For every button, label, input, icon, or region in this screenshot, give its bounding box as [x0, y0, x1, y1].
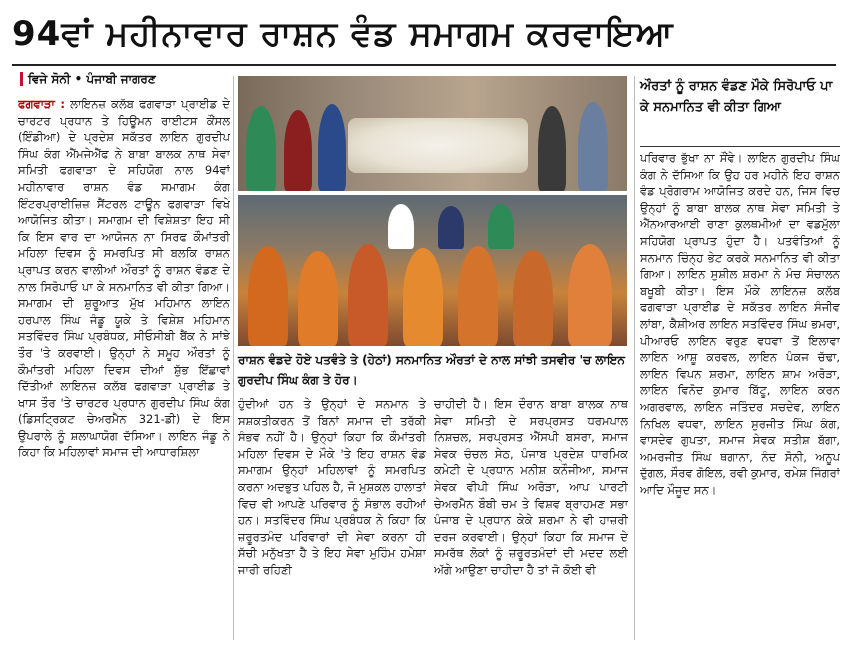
person-figure — [568, 244, 612, 346]
photo-caption: ਰਾਸ਼ਨ ਵੰਡਦੇ ਹੋਏ ਪਤਵੰਤੇ ਤੇ (ਹੇਠਾਂ) ਸਨਮਾਨਿਤ ਔਰਤਾਂ ਦੇ ਨਾਲ ਸਾਂਝੀ ਤਸਵੀਰ 'ਚ ਲਾਇਨ ਗੁਰਦੀਪ ਸਿੰਘ ਕੰਗ ਤੇ ਹੋਰ। — [238, 353, 625, 387]
ration-sacks — [348, 118, 528, 173]
article-column-4 — [640, 150, 840, 640]
column-divider — [233, 76, 234, 640]
column-4-text: ਪਰਿਵਾਰ ਭੁੱਖਾ ਨਾ ਸੌਂਵੇ। ਲਾਇਨ ਗੁਰਦੀਪ ਸਿੰਘ ਕੰਗ ਨੇ ਦੱਸਿਆ ਕਿ ਉਹ ਹਰ ਮਹੀਨੇ ਇਹ ਰਾਸ਼ਨ ਵੰਡ ਪ੍ਰੋਗਰਾਮ ਆਯੋਜਿਤ ਕਰਦੇ ਹਨ, ਜਿਸ ਵਿਚ ਉਨ੍ਹਾਂ ਨੂੰ ਬਾਬਾ ਬਾਲਕ ਨਾਥ ਸੇਵਾ ਸਮਿਤੀ ਤੇ ਐੱਨਆਰਆਈ ਰਾਣਾ ਕੁਲਥਮੀਆਂ ਦਾ ਵਡਮੁੱਲਾ ਸਹਿਯੋਗ ਪ੍ਰਾਪਤ ਹੁੰਦਾ ਹੈ। ਪਤਵੰਤਿਆਂ ਨੂੰ ਸਨਮਾਨ ਚਿੰਨ੍ਹ ਭੇਟ ਕਰਕੇ ਸਨਮਾਨਿਤ ਵੀ ਕੀਤਾ ਗਿਆ। ਲਾਇਨ ਸੁਸ਼ੀਲ ਸ਼ਰਮਾ ਨੇ ਮੰਚ ਸੰਚਾਲਨ ਬਖੂਬੀ ਕੀਤਾ। ਇਸ ਮੌਕੇ ਲਾਇਨਜ਼ ਕਲੱਬ ਫਗਵਾੜਾ ਪ੍ਰਾਈਡ ਦੇ ਸਕੱਤਰ ਲਾਇਨ ਸੰਜੀਵ ਲਾਂਬਾ, ਕੈਸ਼ੀਅਰ ਲਾਇਨ ਸਤਵਿੰਦਰ ਸਿੰਘ ਭਮਰਾ, ਪੀਆਰਓ ਲਾਇਨ ਵਰੁਣ ਵਧਵਾ ਤੋਂ ਇਲਾਵਾ ਲਾਇਨ ਆਸ਼ੂ ਕਰਵਲ, ਲਾਇਨ ਪੰਕਜ ਚੱਢਾ, ਲਾਇਨ ਵਿਪਨ ਸ਼ਰਮਾ, ਲਾਇਨ ਸ਼ਾਮ ਅਰੋੜਾ, ਲਾਇਨ ਵਿਨੋਦ ਕੁਮਾਰ ਬਿੱਟੂ, ਲਾਇਨ ਕਰਨ ਅਗਰਵਾਲ, ਲਾਇਨ ਜਤਿੰਦਰ ਸਚਦੇਵ, ਲਾਇਨ ਨਿਖਿਲ ਵਧਵਾ, ਲਾਇਨ ਸੁਰਜੀਤ ਸਿੰਘ ਕੰਗ, ਵਾਸਦੇਵ ਗੁਪਤਾ, ਸਮਾਜ ਸੇਵਕ ਸਤੀਸ਼ ਬੱਗਾ, ਅਮਰਜੀਤ ਸਿੰਘ ਥਗਾਨਾ, ਨੰਦ ਸੋਨੀ, ਅਨੂਪ ਦੁੱਗਲ, ਸੌਰਵ ਗੋਇਲ, ਰਵੀ ਕੁਮਾਰ, ਰਮੇਸ਼ ਜਿੰਗਰਾਂ ਆਦਿ ਮੌਜੂਦ ਸਨ। — [640, 151, 840, 497]
article-column-1 — [18, 96, 230, 636]
headline-rule — [12, 64, 836, 66]
person-figure — [458, 246, 498, 346]
column-2-text: ਹੁੰਦੀਆਂ ਹਨ ਤੇ ਉਨ੍ਹਾਂ ਦੇ ਸਨਮਾਨ ਤੇ ਸਸ਼ਕਤੀਕਰਨ ਤੋਂ ਬਿਨਾਂ ਸਮਾਜ ਦੀ ਤਰੱਕੀ ਸੰਭਵ ਨਹੀਂ ਹੈ। ਉਨ੍ਹਾਂ ਕਿਹਾ ਕਿ ਕੌਮਾਂਤਰੀ ਮਹਿਲਾ ਦਿਵਸ ਦੇ ਮੌਕੇ 'ਤੇ ਇਹ ਰਾਸ਼ਨ ਵੰਡ ਸਮਾਗਮ ਉਨ੍ਹਾਂ ਮਹਿਲਾਵਾਂ ਨੂੰ ਸਮਰਪਿਤ ਕਰਨਾ ਅਦਭੁਤ ਪਹਿਲ ਹੈ, ਜੋ ਮੁਸ਼ਕਲ ਹਾਲਾਤਾਂ ਵਿਚ ਵੀ ਆਪਣੇ ਪਰਿਵਾਰ ਨੂੰ ਸੰਭਾਲ ਰਹੀਆਂ ਹਨ। ਸਤਵਿੰਦਰ ਸਿੰਘ ਪ੍ਰਬੰਧਕ ਨੇ ਕਿਹਾ ਕਿ ਜ਼ਰੂਰਤਮੰਦ ਪਰਿਵਾਰਾਂ ਦੀ ਸੇਵਾ ਕਰਨਾ ਹੀ ਸੱਚੀ ਮਨੁੱਖਤਾ ਹੈ ਤੇ ਇਹ ਸੇਵਾ ਮੁਹਿੰਮ ਹਮੇਸ਼ਾ ਜਾਰੀ ਰਹਿਣੀ — [238, 397, 426, 577]
person-figure — [284, 110, 312, 191]
person-figure — [513, 250, 553, 346]
news-photo — [238, 76, 627, 346]
column-divider — [634, 76, 635, 640]
headline: 94ਵਾਂ ਮਹੀਨਾਵਾਰ ਰਾਸ਼ਨ ਵੰਡ ਸਮਾਗਮ ਕਰਵਾਇਆ — [12, 14, 674, 54]
side-headline-rule — [640, 146, 840, 147]
person-figure — [318, 104, 346, 191]
person-figure — [248, 246, 288, 346]
article-column-3 — [434, 396, 628, 640]
column-3-text: ਚਾਹੀਦੀ ਹੈ। ਇਸ ਦੌਰਾਨ ਬਾਬਾ ਬਾਲਕ ਨਾਥ ਸੇਵਾ ਸਮਿਤੀ ਦੇ ਸਰਪ੍ਰਸਤ ਧਰਮਪਾਲ ਨਿਸ਼ਚਲ, ਸਰਪ੍ਰਸਤ ਐੱਸਪੀ ਬਸਰਾ, ਸਮਾਜ ਸੇਵਕ ਚੰਚਲ ਸੇਠ, ਪੰਜਾਬ ਪ੍ਰਦੇਸ਼ ਧਾਰਮਿਕ ਕਮੇਟੀ ਦੇ ਪ੍ਰਧਾਨ ਮਨੀਸ਼ ਕਨੌਜੀਆ, ਸਮਾਜ ਸੇਵਕ ਵੀਪੀ ਸਿੰਘ ਅਰੋੜਾ, ਆਪ ਪਾਰਟੀ ਚੇਅਰਮੈਨ ਬੌਬੀ ਚਮ ਤੇ ਵਿਸ਼ਵ ਬ੍ਰਾਹਮਣ ਸਭਾ ਪੰਜਾਬ ਦੇ ਪ੍ਰਧਾਨ ਕੇਕੇ ਸ਼ਰਮਾ ਨੇ ਵੀ ਹਾਜ਼ਰੀ ਦਰਜ ਕਰਵਾਈ। ਉਨ੍ਹਾਂ ਕਿਹਾ ਕਿ ਸਮਾਜ ਦੇ ਸਮਰੱਥ ਲੋਕਾਂ ਨੂੰ ਜ਼ਰੂਰਤਮੰਦਾਂ ਦੀ ਮਦਦ ਲਈ ਅੱਗੇ ਆਉਣਾ ਚਾਹੀਦਾ ਹੈ ਤਾਂ ਜੋ ਕੋਈ ਵੀ — [434, 397, 628, 577]
person-figure — [488, 204, 514, 249]
person-figure — [348, 244, 388, 346]
person-figure — [246, 106, 276, 191]
person-figure — [298, 251, 338, 346]
person-figure — [538, 106, 566, 191]
column-1-text: ਲਾਇਨਜ਼ ਕਲੱਬ ਫਗਵਾੜਾ ਪ੍ਰਾਈਡ ਦੇ ਚਾਰਟਰ ਪ੍ਰਧਾਨ ਤੇ ਹਿਊਮਨ ਰਾਈਟਸ ਕੌਂਸਲ (ਇੰਡੀਆ) ਦੇ ਪ੍ਰਦੇਸ਼ ਸਕੱਤਰ ਲਾਇਨ ਗੁਰਦੀਪ ਸਿੰਘ ਕੰਗ ਐੱਮਜੇਐੱਫ ਨੇ ਬਾਬਾ ਬਾਲਕ ਨਾਥ ਸੇਵਾ ਸਮਿਤੀ ਫਗਵਾੜਾ ਦੇ ਸਹਿਯੋਗ ਨਾਲ 94ਵਾਂ ਮਹੀਨਾਵਾਰ ਰਾਸ਼ਨ ਵੰਡ ਸਮਾਗਮ ਕੰਗ ਇੰਟਰਪ੍ਰਾਈਜ਼ਿਜ਼ ਸੈਂਟਰਲ ਟਾਊਨ ਫਗਵਾੜਾ ਵਿਖੇ ਆਯੋਜਿਤ ਕੀਤਾ। ਸਮਾਗਮ ਦੀ ਵਿਸ਼ੇਸ਼ਤਾ ਇਹ ਸੀ ਕਿ ਇਸ ਵਾਰ ਦਾ ਆਯੋਜਨ ਨਾ ਸਿਰਫ ਕੌਮਾਂਤਰੀ ਮਹਿਲਾ ਦਿਵਸ ਨੂੰ ਸਮਰਪਿਤ ਸੀ ਬਲਕਿ ਰਾਸ਼ਨ ਪ੍ਰਾਪਤ ਕਰਨ ਵਾਲੀਆਂ ਔਰਤਾਂ ਨੂੰ ਰਾਸ਼ਨ ਵੰਡਣ ਦੇ ਨਾਲ ਸਿਰੋਪਾਓ ਪਾ ਕੇ ਸਨਮਾਨਿਤ ਵੀ ਕੀਤਾ ਗਿਆ। ਸਮਾਗਮ ਦੀ ਸ਼ੁਰੂਆਤ ਮੁੱਖ ਮਹਿਮਾਨ ਲਾਇਨ ਹਰਪਾਲ ਸਿੰਘ ਜੰਡੂ ਯੂਕੇ ਤੇ ਵਿਸ਼ੇਸ਼ ਮਹਿਮਾਨ ਸਤਵਿੰਦਰ ਸਿੰਘ ਪ੍ਰਬੰਧਕ, ਸੀਓਸੀਬੀ ਬੈਂਕ ਨੇ ਸਾਂਝੇ ਤੌਰ 'ਤੇ ਕਰਵਾਈ। ਉਨ੍ਹਾਂ ਨੇ ਸਮੂਹ ਔਰਤਾਂ ਨੂੰ ਕੌਮਾਂਤਰੀ ਮਹਿਲਾ ਦਿਵਸ ਦੀਆਂ ਸ਼ੁੱਭ ਇੱਛਾਵਾਂ ਦਿੱਤੀਆਂ ਲਾਇਨਜ਼ ਕਲੱਬ ਫਗਵਾੜਾ ਪ੍ਰਾਈਡ ਤੇ ਖਾਸ ਤੌਰ 'ਤੇ ਚਾਰਟਰ ਪ੍ਰਧਾਨ ਗੁਰਦੀਪ ਸਿੰਘ ਕੰਗ (ਡਿਸਟ੍ਰਿਕਟ ਚੇਅਰਮੈਨ 321-ਡੀ) ਦੇ ਇਸ ਉਪਰਾਲੇ ਨੂੰ ਸ਼ਲਾਘਾਯੋਗ ਦੱਸਿਆ। ਲਾਇਨ ਜੰਡੂ ਨੇ ਕਿਹਾ ਕਿ ਮਹਿਲਾਵਾਂ ਸਮਾਜ ਦੀ ਆਧਾਰਸ਼ਿਲਾ — [18, 97, 230, 460]
person-figure — [578, 102, 608, 191]
article-column-2 — [238, 396, 426, 640]
dateline: ਫਗਵਾੜਾ : — [18, 97, 65, 111]
side-headline: ਔਰਤਾਂ ਨੂੰ ਰਾਸ਼ਨ ਵੰਡਣ ਮੌਕੇ ਸਿਰੋਪਾਓ ਪਾ ਕੇ ਸਨਮਾਨਿਤ ਵੀ ਕੀਤਾ ਗਿਆ — [640, 79, 833, 115]
person-figure — [438, 206, 464, 249]
byline: ਵਿਜੇ ਸੋਨੀ • ਪੰਜਾਬੀ ਜਾਗਰਣ — [28, 72, 156, 86]
person-figure — [403, 248, 443, 346]
byline-marker — [20, 72, 23, 86]
person-figure — [388, 204, 414, 249]
